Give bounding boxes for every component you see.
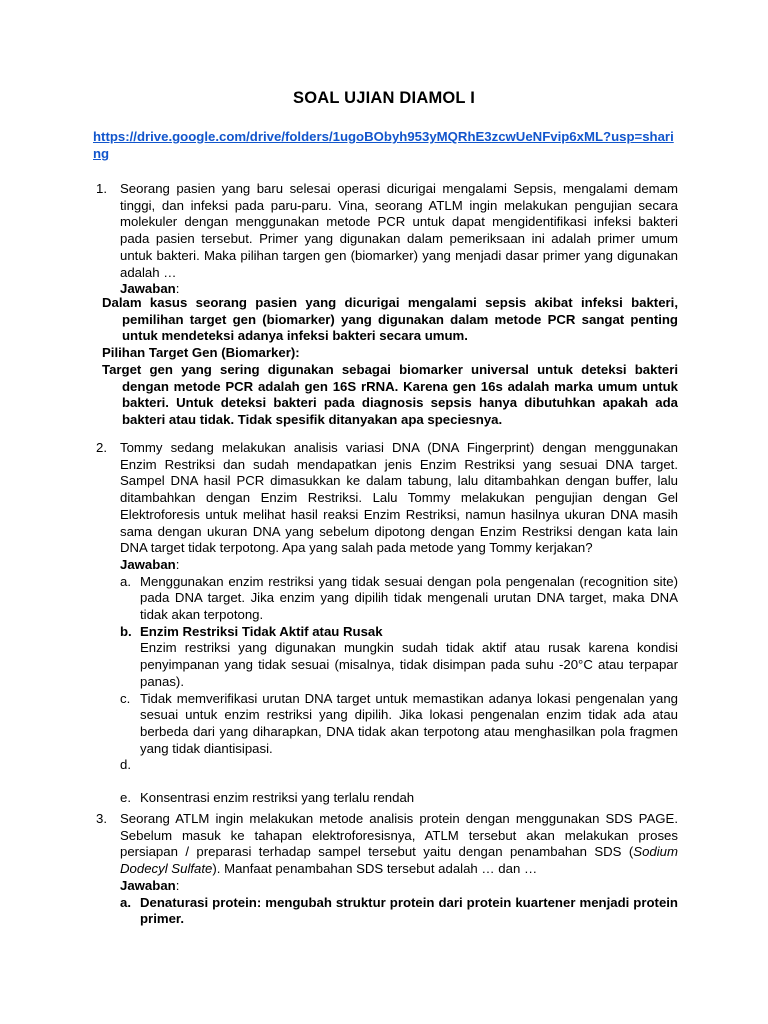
question-text: Seorang pasien yang baru selesai operasi dicurigai mengalami Sepsis, mengalami demam tinggi, dan infeksi pada paru-paru. Vina, seorang ATLM ingin melakukan pengujian secara molekuler dengan menggunakan metode PCR untuk dapat mengidentifikasi infeksi bakteri pada pasien tersebut. Primer yang digunakan dalam pemeriksaan ini adalah primer umum untuk bakteri. Maka pilihan targen gen (biomarker) yang menjadi dasar primer yang digunakan adalah … (120, 181, 678, 280)
option-text: Denaturasi protein: mengubah struktur protein dari protein kuartener menjadi protein primer. (140, 894, 678, 927)
question-number: 1. (96, 181, 107, 196)
question-number: 2. (96, 440, 107, 455)
option-letter: c. (120, 690, 131, 706)
question-2 (96, 440, 678, 807)
answer-paragraph: Dalam kasus seorang pasien yang dicurigai mengalami sepsis akibat infeksi bakteri, pemilihan target gen (biomarker) yang digunakan dalam metode PCR sangat penting untuk mendeteksi adanya infeksi bakteri secara umum. (102, 295, 678, 344)
question-text: Seorang ATLM ingin melakukan metode analisis protein dengan menggunakan SDS PAGE. Sebelum masuk ke tahapan elektroforesisnya, ATLM tersebut akan melakukan proses persiapan / preparasi terhadap sampel tersebut yaitu dengan penambahan SDS (Sodium Dodecyl Sulfate). Manfaat penambahan SDS tersebut adalah … dan … (120, 811, 678, 877)
option-text: Konsentrasi enzim restriksi yang terlalu rendah (140, 790, 415, 806)
question-number: 3. (96, 811, 107, 826)
question-text: Tommy sedang melakukan analisis variasi DNA (DNA Fingerprint) dengan menggunakan Enzim Restriksi dan sudah mendapatkan jenis Enzim Restriksi yang sesuai DNA target. Sampel DNA hasil PCR dimasukkan ke dalam tabung, lalu ditambahkan dengan buffer, lalu ditambahkan dengan Enzim Restriksi. Lalu Tommy melakukan pengujian dengan Gel Elektroforesis untuk melihat hasil reaksi Enzim Restriksi, namun hasilnya ukuran DNA masih sama dengan ukuran DNA yang sebelum dipotong dengan Enzim Restriksi dengan kata lain DNA target tidak terpotong. Apa yang salah pada metode yang Tommy kerjakan? (120, 440, 678, 556)
option-d (120, 757, 678, 790)
option-letter: b. (120, 623, 132, 639)
answer-1 (102, 295, 678, 429)
option-letter: a. (120, 573, 131, 589)
answer-label: Jawaban: (120, 877, 180, 893)
option-a (120, 574, 678, 624)
question-3 (96, 811, 678, 928)
answer-paragraph: Target gen yang sering digunakan sebagai biomarker universal untuk deteksi bakteri dengan metode PCR adalah gen 16S rRNA. Karena gen 16s adalah marka umum untuk bakteri. Untuk deteksi bakteri pada diagnosis sepsis hanya dibutuhkan apakah ada bakteri atau tidak. Tidak spesifik ditanyakan apa speciesnya. (102, 361, 678, 427)
option-a (120, 895, 678, 928)
option-b (120, 624, 678, 691)
option-text: Menggunakan enzim restriksi yang tidak sesuai dengan pola pengenalan (recognition site) pada DNA target. Jika enzim yang dipilih tidak mengenali urutan DNA target, maka DNA tidak akan terpotong. (140, 573, 678, 623)
answer-heading: Pilihan Target Gen (Biomarker): (102, 345, 300, 361)
option-c (120, 691, 678, 758)
option-letter: a. (120, 894, 131, 910)
question-1 (96, 181, 678, 298)
option-text: Tidak memverifikasi urutan DNA target untuk memastikan adanya lokasi pengenalan yang sesuai untuk enzim restriksi yang dipilih. Jika lokasi pengenalan enzim tidak ada atau berbeda dari yang diharapkan, DNA tidak akan terpotong atau menghasilkan pola fragmen yang tidak diantisipasi. (140, 690, 678, 756)
option-letter: e. (120, 790, 131, 806)
page-title: SOAL UJIAN DIAMOL I (293, 89, 475, 107)
answer-label: Jawaban: (120, 556, 180, 572)
option-letter: d. (120, 757, 131, 773)
drive-link[interactable]: https://drive.google.com/drive/folders/1ugoBObyh953yMQRhE3zcwUeNFvip6xML?usp=sharing (93, 129, 674, 161)
option-text: Enzim restriksi yang digunakan mungkin sudah tidak aktif atau rusak karena kondisi penyimpanan yang tidak sesuai (misalnya, tidak disimpan pada suhu -20°C atau terpapar panas). (140, 640, 678, 689)
answer-label: Jawaban: (120, 281, 180, 297)
option-heading: Enzim Restriksi Tidak Aktif atau Rusak (140, 623, 383, 639)
option-e (120, 790, 678, 807)
